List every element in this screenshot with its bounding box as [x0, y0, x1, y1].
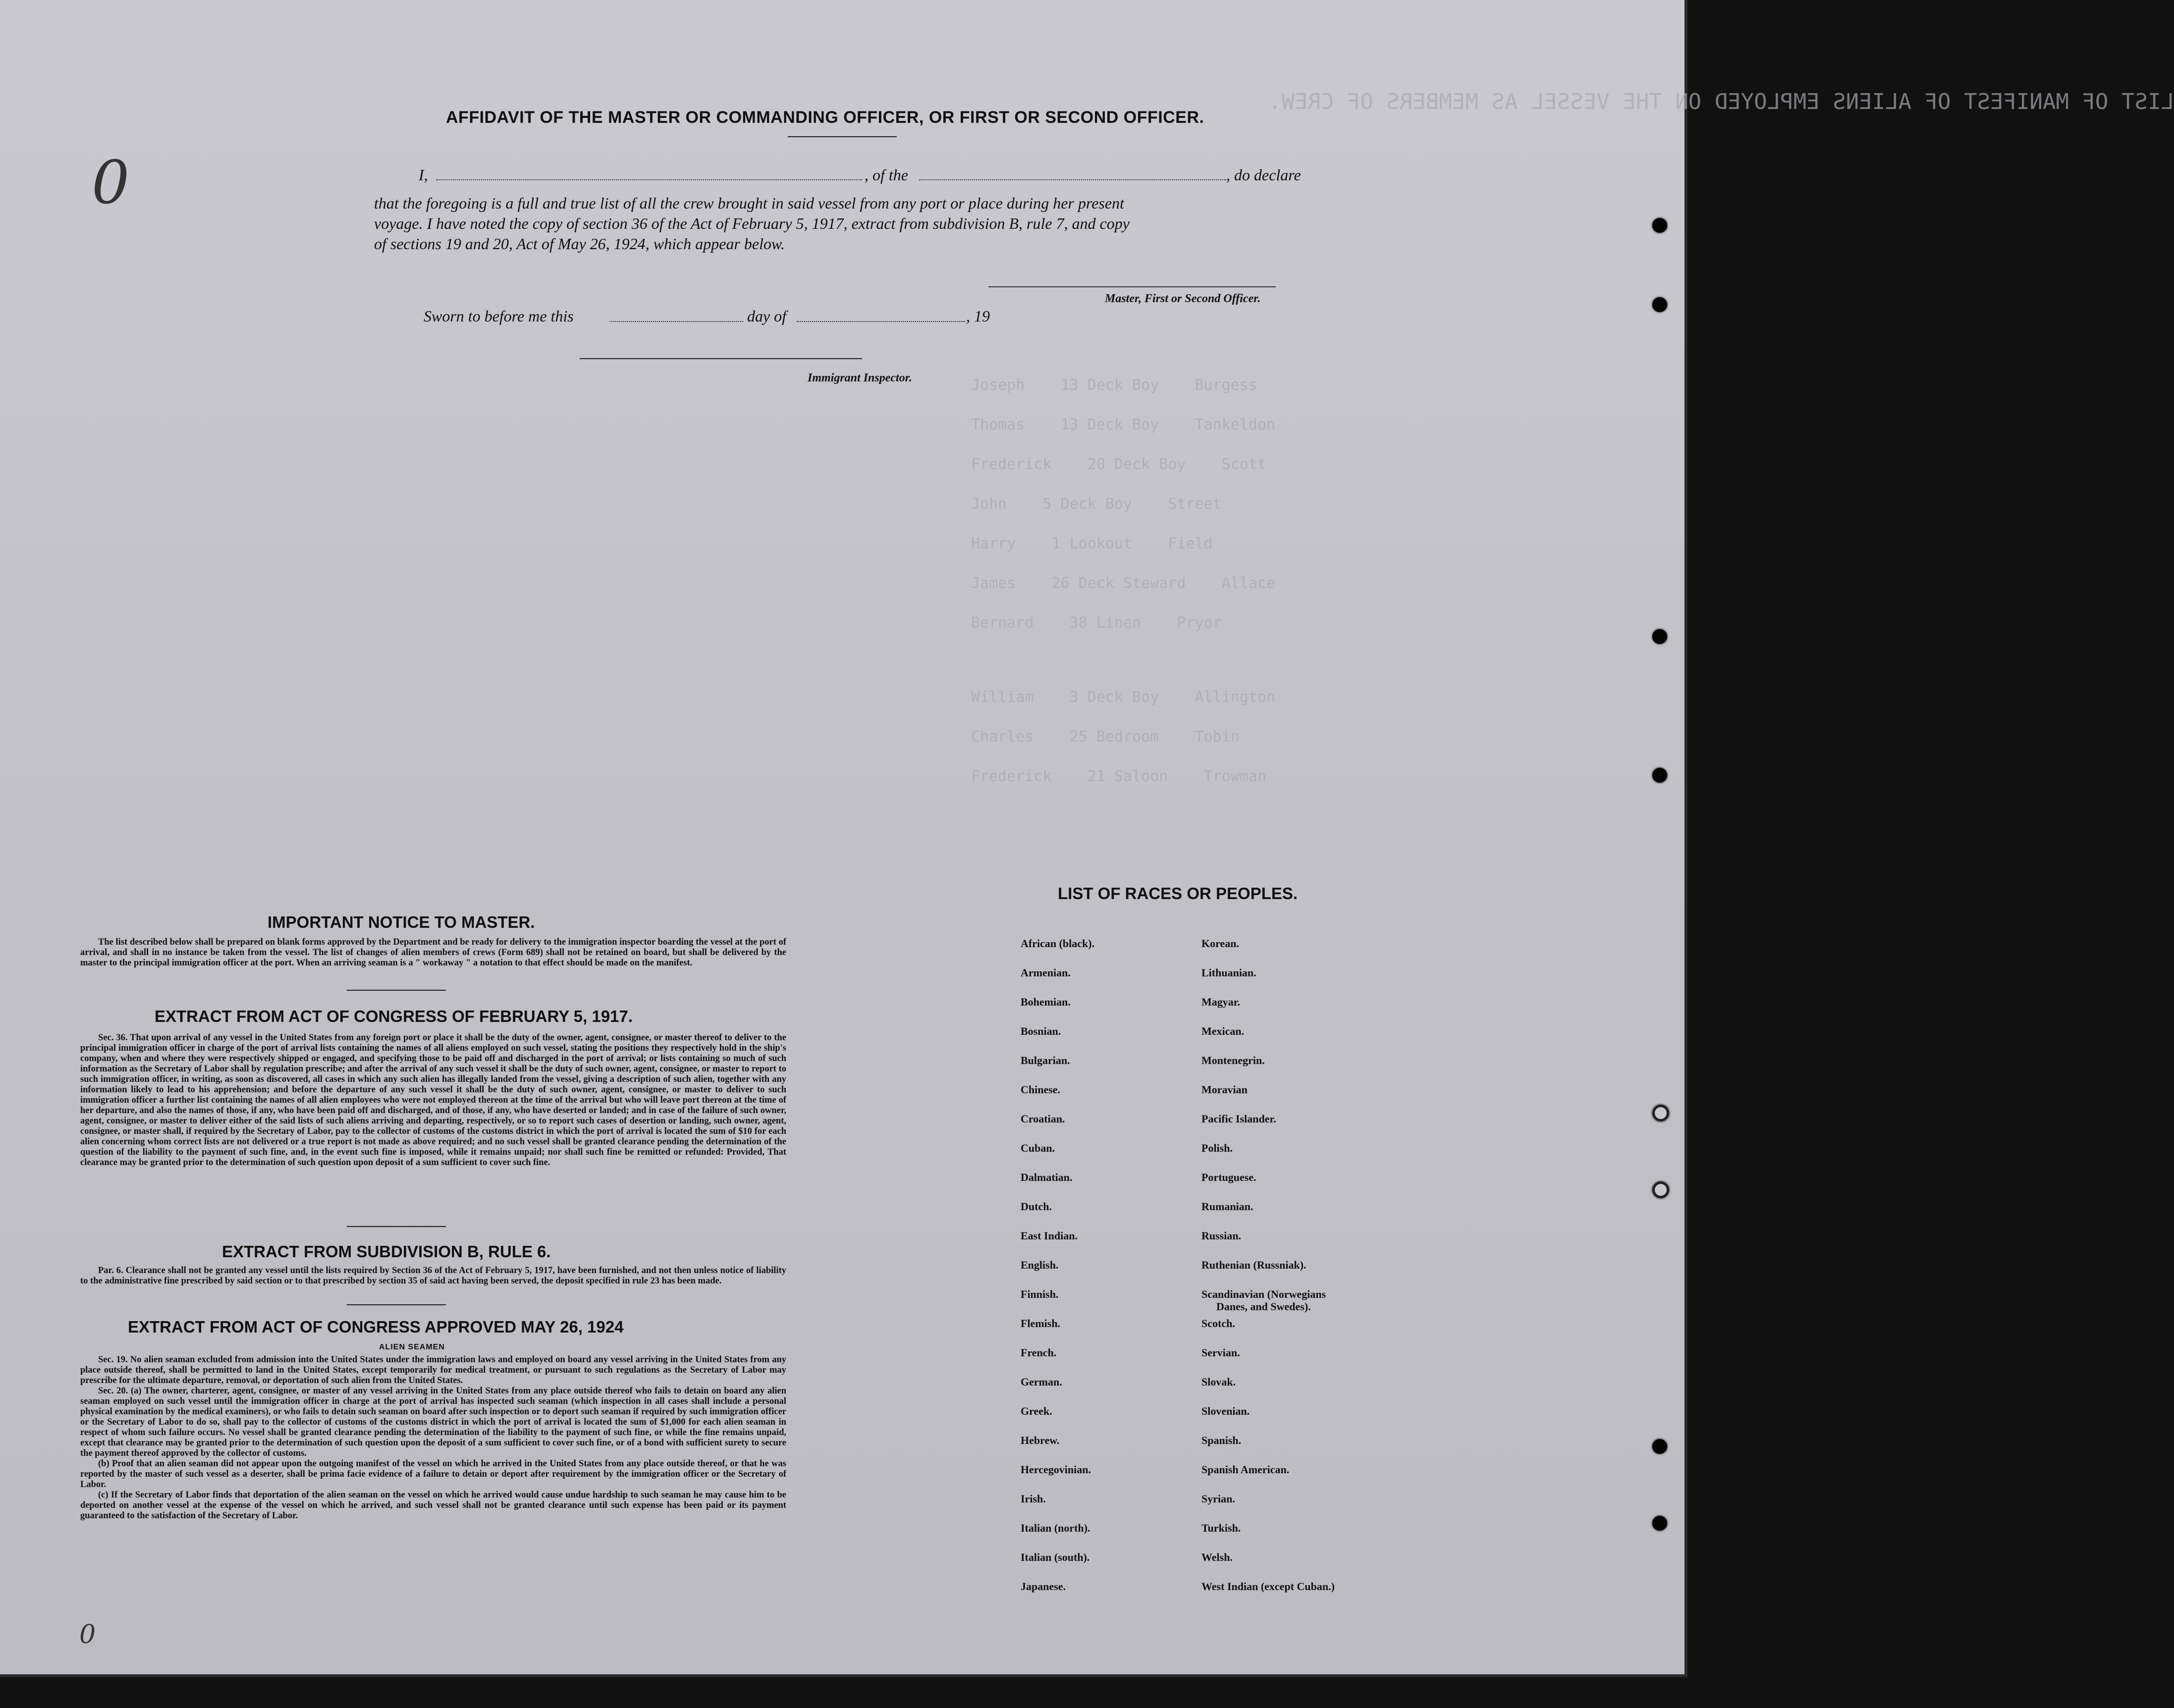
- affidavit-line-3: of sections 19 and 20, Act of May 26, 1924, which appear below.: [374, 235, 785, 253]
- race-item: Armenian.: [1021, 966, 1071, 979]
- notice-title: IMPORTANT NOTICE TO MASTER.: [268, 913, 535, 931]
- race-item-continuation: Danes, and Swedes).: [1216, 1300, 1311, 1313]
- bleed-through-row: Bernard 38 Linen Pryor: [971, 614, 1222, 632]
- notice-text: [80, 937, 786, 968]
- name-field[interactable]: [436, 179, 862, 180]
- bleed-through-row: Harry 1 Lookout Field: [971, 535, 1213, 552]
- race-item: Bohemian.: [1021, 996, 1071, 1008]
- bleed-through-header: LIST OF MANIFEST OF ALIENS EMPLOYED ON THE VESSEL AS MEMBERS OF CREW.: [1268, 89, 2174, 114]
- affidavit-line-1: that the foregoing is a full and true list of all the crew brought in said vessel from any port or place during her present: [374, 194, 1124, 212]
- punch-hole: [1652, 1181, 1669, 1198]
- punch-hole: [1652, 629, 1667, 644]
- race-item: Portuguese.: [1201, 1171, 1256, 1183]
- sworn-label: Sworn to before me this: [424, 307, 574, 325]
- vessel-field[interactable]: [919, 179, 1226, 180]
- race-item: Servian.: [1201, 1346, 1240, 1359]
- inspector-signature-line[interactable]: [580, 358, 862, 359]
- title-rule: [788, 136, 897, 137]
- race-item: Finnish.: [1021, 1288, 1059, 1300]
- punch-hole: [1652, 1516, 1667, 1531]
- race-item: East Indian.: [1021, 1229, 1078, 1242]
- race-item: Montenegrin.: [1201, 1054, 1265, 1067]
- affidavit-do-declare: , do declare: [1226, 166, 1301, 184]
- bleed-through-row: John 5 Deck Boy Street: [971, 495, 1222, 513]
- race-item: Rumanian.: [1201, 1200, 1253, 1213]
- race-item: Scotch.: [1201, 1317, 1235, 1330]
- extract-rule6-title: EXTRACT FROM SUBDIVISION B, RULE 6.: [222, 1242, 551, 1261]
- race-item: Croatian.: [1021, 1113, 1065, 1125]
- race-item: Magyar.: [1201, 996, 1241, 1008]
- race-item: Spanish American.: [1201, 1463, 1290, 1476]
- race-item: West Indian (except Cuban.): [1201, 1580, 1335, 1593]
- race-item: Flemish.: [1021, 1317, 1061, 1330]
- race-item: Cuban.: [1021, 1142, 1055, 1154]
- affidavit-i-label: I,: [419, 166, 428, 184]
- sworn-month-field[interactable]: [797, 321, 965, 322]
- race-item: Turkish.: [1201, 1522, 1241, 1534]
- punch-hole: [1652, 218, 1667, 233]
- year-label: , 19: [966, 307, 990, 325]
- section-divider: [347, 1304, 446, 1305]
- sec-20a-paragraph: Sec. 20. (a) The owner, charterer, agent, consignee, or master of any vessel arriving in the United States from any place outside thereof who fails to detain on board any alien seaman employed on such vessel until the immigration officer in charge at the port of arrival has inspected such seaman (which inspection in all cases shall include a personal physical examination by the medical examiners), or who fails to detain such seaman on board after such inspection or to deport such seaman if required by such immigration officer or the Secretary of Labor to do so, shall pay to the collector of customs of the customs district in which the port of arrival is located the sum of $1,000 for each alien seaman in respect of whom such failure occurs. No vessel shall be granted clearance pending the determination of the liability to the payment of such fine, or while the fine remains unpaid, except that clearance may be granted prior to the determination of such question upon the deposit of a sum sufficient to cover such fine, or of a bond with sufficient surety to secure the payment thereof approved by the collector of customs.: [80, 1386, 786, 1458]
- race-item: African (black).: [1021, 937, 1095, 950]
- race-item: Welsh.: [1201, 1551, 1233, 1563]
- bleed-through-row: Thomas 13 Deck Boy Tankeldon: [971, 416, 1276, 433]
- race-item: Bulgarian.: [1021, 1054, 1070, 1067]
- races-title: LIST OF RACES OR PEOPLES.: [1058, 884, 1298, 903]
- race-item: Mexican.: [1201, 1025, 1245, 1037]
- day-of-label: day of: [747, 307, 787, 325]
- punch-hole: [1652, 297, 1667, 312]
- race-item: Dalmatian.: [1021, 1171, 1073, 1183]
- bleed-through-row: Frederick 21 Saloon Trowman: [971, 768, 1267, 785]
- race-item: Italian (south).: [1021, 1551, 1090, 1563]
- affidavit-line-2: voyage. I have noted the copy of section 36 of the Act of February 5, 1917, extract from subdivision B, rule 7, and copy: [374, 214, 1130, 232]
- punch-hole: [1652, 768, 1667, 783]
- section-divider: [347, 1226, 446, 1227]
- race-item: Bosnian.: [1021, 1025, 1061, 1037]
- punch-hole: [1652, 1105, 1669, 1121]
- race-item: Hercegovinian.: [1021, 1463, 1091, 1476]
- extract-1924-title: EXTRACT FROM ACT OF CONGRESS APPROVED MAY 26, 1924: [128, 1318, 624, 1336]
- affidavit-of-the: , of the: [865, 166, 908, 184]
- race-item: Ruthenian (Russniak).: [1201, 1259, 1306, 1271]
- extract-rule6-text: [80, 1266, 786, 1286]
- race-item: Syrian.: [1201, 1493, 1235, 1505]
- race-item: Spanish.: [1201, 1434, 1242, 1446]
- extract-1924-text: [80, 1355, 786, 1521]
- bleed-through-row: Frederick 20 Deck Boy Scott: [971, 456, 1267, 473]
- signature-line[interactable]: [988, 286, 1276, 287]
- bleed-through-row: Joseph 13 Deck Boy Burgess: [971, 376, 1257, 394]
- bleed-through-row: William 3 Deck Boy Allington: [971, 689, 1276, 706]
- race-item: Moravian: [1201, 1083, 1248, 1096]
- margin-mark: 0: [92, 149, 130, 217]
- extract-1917-title: EXTRACT FROM ACT OF CONGRESS OF FEBRUARY 5, 1917.: [155, 1007, 633, 1025]
- race-item: Russian.: [1201, 1229, 1242, 1242]
- extract-1917-text: [80, 1033, 786, 1168]
- extract-rule6-paragraph: Par. 6. Clearance shall not be granted any vessel until the lists required by Section 36 of the Act of February 5, 1917, have been furnished, and not then unless notice of liability to the administrative fine prescribed by said section or to that prescribed by section 35 of said act having been served, the deposit specified in rule 23 has been made.: [80, 1266, 786, 1286]
- race-item: Italian (north).: [1021, 1522, 1090, 1534]
- sec-19-paragraph: Sec. 19. No alien seaman excluded from admission into the United States under the immigration laws and employed on board any vessel arriving in the United States from any place outside thereof, shall be permitted to land in the United States, except temporarily for medical treatment, or pursuant to such regulations as the Secretary of Labor may prescribe for the ultimate departure, removal, or deportation of such alien from the United States.: [80, 1355, 786, 1386]
- margin-mark: 0: [79, 1620, 96, 1650]
- punch-hole: [1652, 1439, 1667, 1454]
- race-item: Korean.: [1201, 937, 1239, 950]
- race-item: Scandinavian (Norwegians: [1201, 1288, 1326, 1300]
- signature-label: Master, First or Second Officer.: [1105, 292, 1261, 305]
- race-item: Hebrew.: [1021, 1434, 1060, 1446]
- race-item: Slovak.: [1201, 1376, 1236, 1388]
- affidavit-title: AFFIDAVIT OF THE MASTER OR COMMANDING OFFICER, OR FIRST OR SECOND OFFICER.: [446, 108, 1204, 127]
- race-item: Chinese.: [1021, 1083, 1061, 1096]
- race-item: Japanese.: [1021, 1580, 1066, 1593]
- section-divider: [347, 990, 446, 991]
- sec-20b-paragraph: (b) Proof that an alien seaman did not appear upon the outgoing manifest of the vessel on which he arrived in the United States from any place outside thereof, or that he was reported by the master of such vessel as a deserter, shall be prima facie evidence of a failure to detain or deport after requirement by the immigration officer or the Secretary of Labor.: [80, 1459, 786, 1490]
- sec-20c-paragraph: (c) If the Secretary of Labor finds that deportation of the alien seaman on the vessel on which he arrived would cause undue hardship to such seaman he may cause him to be deported on another vessel at the expense of the vessel on which he arrived, and such vessel shall not be granted clearance until such expense has been paid or its payment guaranteed to the satisfaction of the Secretary of Labor.: [80, 1490, 786, 1521]
- race-item: Lithuanian.: [1201, 966, 1256, 979]
- alien-seamen-subtitle: ALIEN SEAMEN: [379, 1343, 445, 1351]
- race-item: English.: [1021, 1259, 1059, 1271]
- sworn-day-field[interactable]: [609, 321, 743, 322]
- bleed-through-row: James 26 Deck Steward Allace: [971, 575, 1276, 592]
- race-item: Greek.: [1021, 1405, 1052, 1417]
- extract-1917-paragraph: Sec. 36. That upon arrival of any vessel in the United States from any foreign port or place it shall be the duty of the owner, agent, consignee, or master thereof to deliver to the principal immigration officer in charge of the port of arrival lists containing the names of all aliens employed on such vessel, stating the positions they respectively hold in the ship's company, when and where they were respectively shipped or engaged, and specifying those to be paid off and discharged in the port of arrival; or lists containing so much of such information as the Secretary of Labor shall by regulation prescribe; and after the arrival of any such vessel it shall be the duty of such owner, agent, consignee, or master to report to such immigration officer, in writing, as soon as discovered, all cases in which any such alien has illegally landed from the vessel, giving a description of such alien, together with any information likely to lead to his apprehension; and before the departure of any such vessel it shall be the duty of such owner, agent, consignee, or master to deliver to such immigration officer a further list containing the names of all alien employees who were not employed thereon at the time of the arrival but who will leave port thereon at the time of her departure, and also the names of those, if any, who have been paid off and discharged, and of those, if any, who have deserted or landed; and in case of the failure of such owner, agent, consignee, or master to deliver either of the said lists of such aliens arriving and departing, respectively, or so to report such cases of desertion or landing, such owner, agent, consignee, or master shall, if required by the Secretary of Labor, pay to the collector of customs of the customs district in which the port of arrival is located the sum of $10 for each alien concerning whom correct lists are not delivered or a true report is not made as above required; and no such vessel shall be granted clearance pending the determination of the question of the liability to the payment of such fine, and, in the event such fine is imposed, while it remains unpaid; nor shall such fine be remitted or refunded: Provided, That clearance may be granted prior to the determination of such question upon deposit of a sum sufficient to cover such fine.: [80, 1033, 786, 1168]
- race-item: Irish.: [1021, 1493, 1046, 1505]
- notice-paragraph: The list described below shall be prepared on blank forms approved by the Department and be ready for delivery to the immigration inspector boarding the vessel at the port of arrival, and shall in no instance be taken from the vessel. The list of changes of alien members of crews (Form 689) shall not be retained on board, but shall be delivered by the master to the principal immigration officer at the port. When an arriving seaman is a " workaway " a notation to that effect should be made on the manifest.: [80, 937, 786, 968]
- bleed-through-row: Charles 25 Bedroom Tobin: [971, 728, 1240, 746]
- race-item: Dutch.: [1021, 1200, 1052, 1213]
- race-item: Slovenian.: [1201, 1405, 1250, 1417]
- inspector-label: Immigrant Inspector.: [808, 372, 912, 384]
- race-item: German.: [1021, 1376, 1062, 1388]
- race-item: Pacific Islander.: [1201, 1113, 1276, 1125]
- race-item: Polish.: [1201, 1142, 1233, 1154]
- race-item: French.: [1021, 1346, 1057, 1359]
